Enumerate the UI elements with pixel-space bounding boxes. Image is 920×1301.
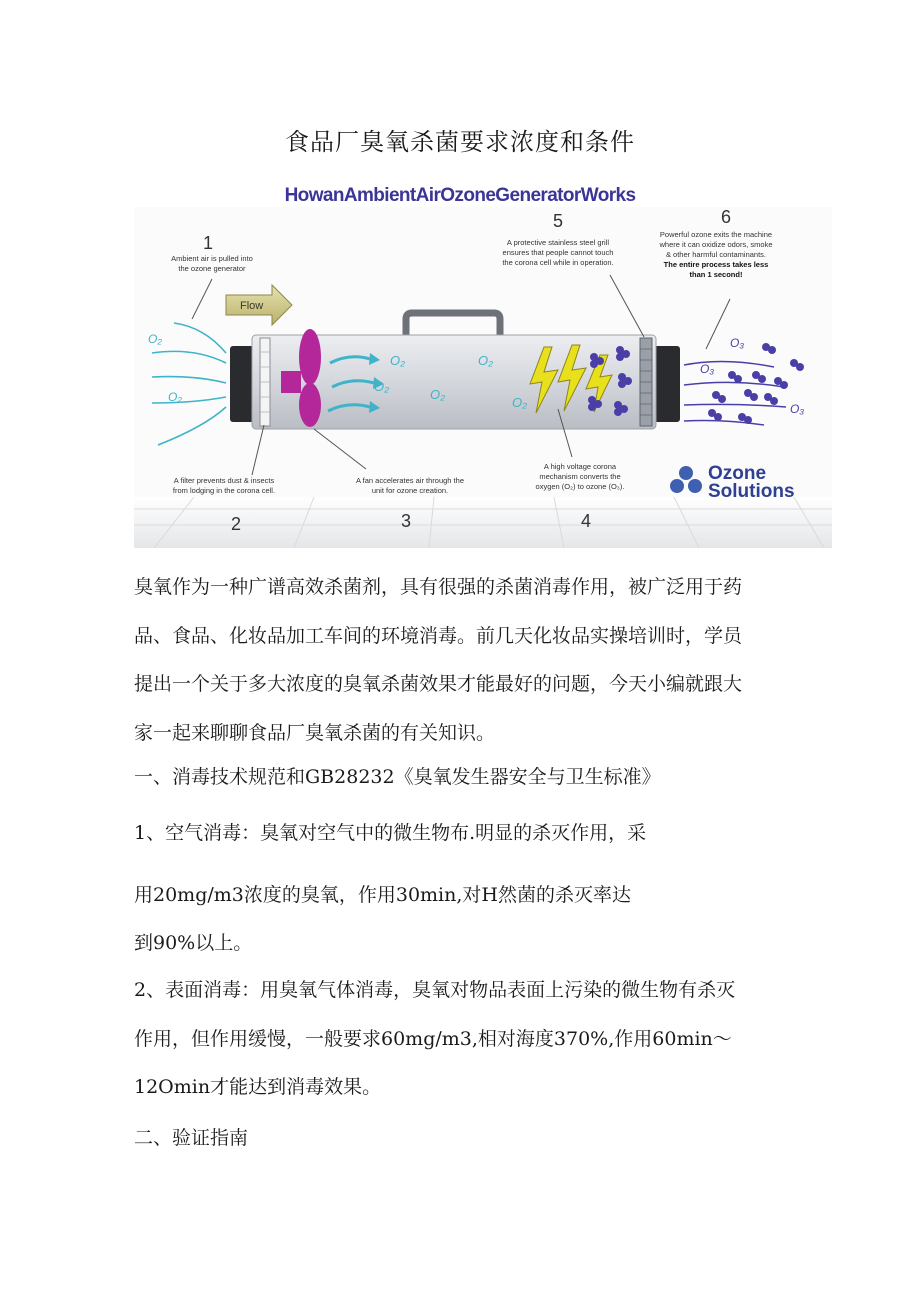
paragraph-line: 12Omin才能达到消毒效果。 [134, 1076, 382, 1098]
o2-label: O₂ [148, 332, 162, 346]
o3-label: O₃ [700, 362, 715, 376]
intro-paragraph [134, 563, 784, 757]
o2-label: O₂ [390, 353, 406, 368]
step-text: A filter prevents dust & insects [173, 476, 275, 485]
step-text-bold: than 1 second! [689, 270, 743, 279]
section-1-heading: 一、消毒技术规范和GB28232《臭氧发生器安全与卫生标准》 [134, 766, 661, 788]
step-number: 3 [400, 511, 412, 531]
step-text: ensures that people cannot touch [502, 248, 614, 257]
logo-text-line2: Solutions [708, 481, 795, 502]
paragraph-line: 提出一个关于多大浓度的臭氧杀菌效果才能最好的问题，今天小编就跟大 [134, 673, 743, 695]
step-text: A fan accelerates air through the [356, 476, 464, 485]
step-text: A protective stainless steel grill [506, 238, 610, 247]
step-text: where it can oxidize odors, smoke [659, 240, 773, 249]
item-1-line-2: 用20mg∕m3浓度的臭氧，作用30min,对H然菌的杀灭率达 [134, 884, 631, 906]
step-text: A high voltage corona [543, 462, 617, 471]
paragraph-line: 臭氧作为一种广谱高效杀菌剂，具有很强的杀菌消毒作用，被广泛用于药 [134, 576, 743, 598]
item-2-paragraph [134, 966, 784, 1112]
step-text: Ambient air is pulled into [171, 254, 253, 263]
flow-label: Flow [240, 300, 264, 312]
o2-label: O₂ [430, 387, 446, 402]
item-1-line-3: 到90%以上。 [134, 932, 253, 954]
figure-title: HowanAmbientAirOzoneGeneratorWorks [284, 185, 636, 206]
step-number: 5 [552, 211, 564, 231]
step-text: mechanism converts the [539, 472, 621, 481]
step-text: the ozone generator [178, 264, 246, 273]
step-number: 2 [230, 514, 242, 534]
step-text: Powerful ozone exits the machine [659, 230, 773, 239]
step-text: the corona cell while in operation. [502, 258, 614, 267]
item-1-line-1: 1、空气消毒：臭氧对空气中的微生物布.明显的杀灭作用，采 [134, 822, 647, 844]
step-text: unit for ozone creation. [371, 486, 449, 495]
step-text: oxygen (O₂) to ozone (O₃). [535, 482, 625, 491]
o2-label: O₂ [478, 353, 494, 368]
step-text: & other harmful contaminants. [665, 250, 767, 259]
o3-label: O₃ [730, 336, 745, 350]
page-title: 食品厂臭氧杀菌要求浓度和条件 [285, 128, 635, 156]
step-number: 1 [202, 233, 214, 253]
paragraph-line: 品、食品、化妆品加工车间的环境消毒。前几天化妆品实操培训时，学员 [134, 624, 743, 647]
step-text: from lodging in the corona cell. [172, 486, 276, 495]
step-number: 6 [720, 207, 732, 227]
paragraph-line: 作用，但作用缓慢，一般要求60mg∕m3,相对海度370%,作用60min～ [134, 1027, 732, 1050]
paragraph-line: 2、表面消毒：用臭氧气体消毒，臭氧对物品表面上污染的微生物有杀灭 [134, 979, 736, 1001]
step-text-bold: The entire process takes less [663, 260, 769, 269]
logo-text-line1: Ozone [708, 463, 767, 484]
paragraph-line: 家一起来聊聊食品厂臭氧杀菌的有关知识。 [134, 721, 496, 744]
ozone-generator-diagram [134, 207, 832, 548]
step-number: 4 [580, 511, 592, 531]
o2-label: O₂ [168, 390, 182, 404]
o2-label: O₂ [374, 379, 390, 394]
o2-label: O₂ [512, 395, 528, 410]
section-2-heading: 二、验证指南 [134, 1127, 249, 1149]
o3-label: O₃ [790, 402, 805, 416]
